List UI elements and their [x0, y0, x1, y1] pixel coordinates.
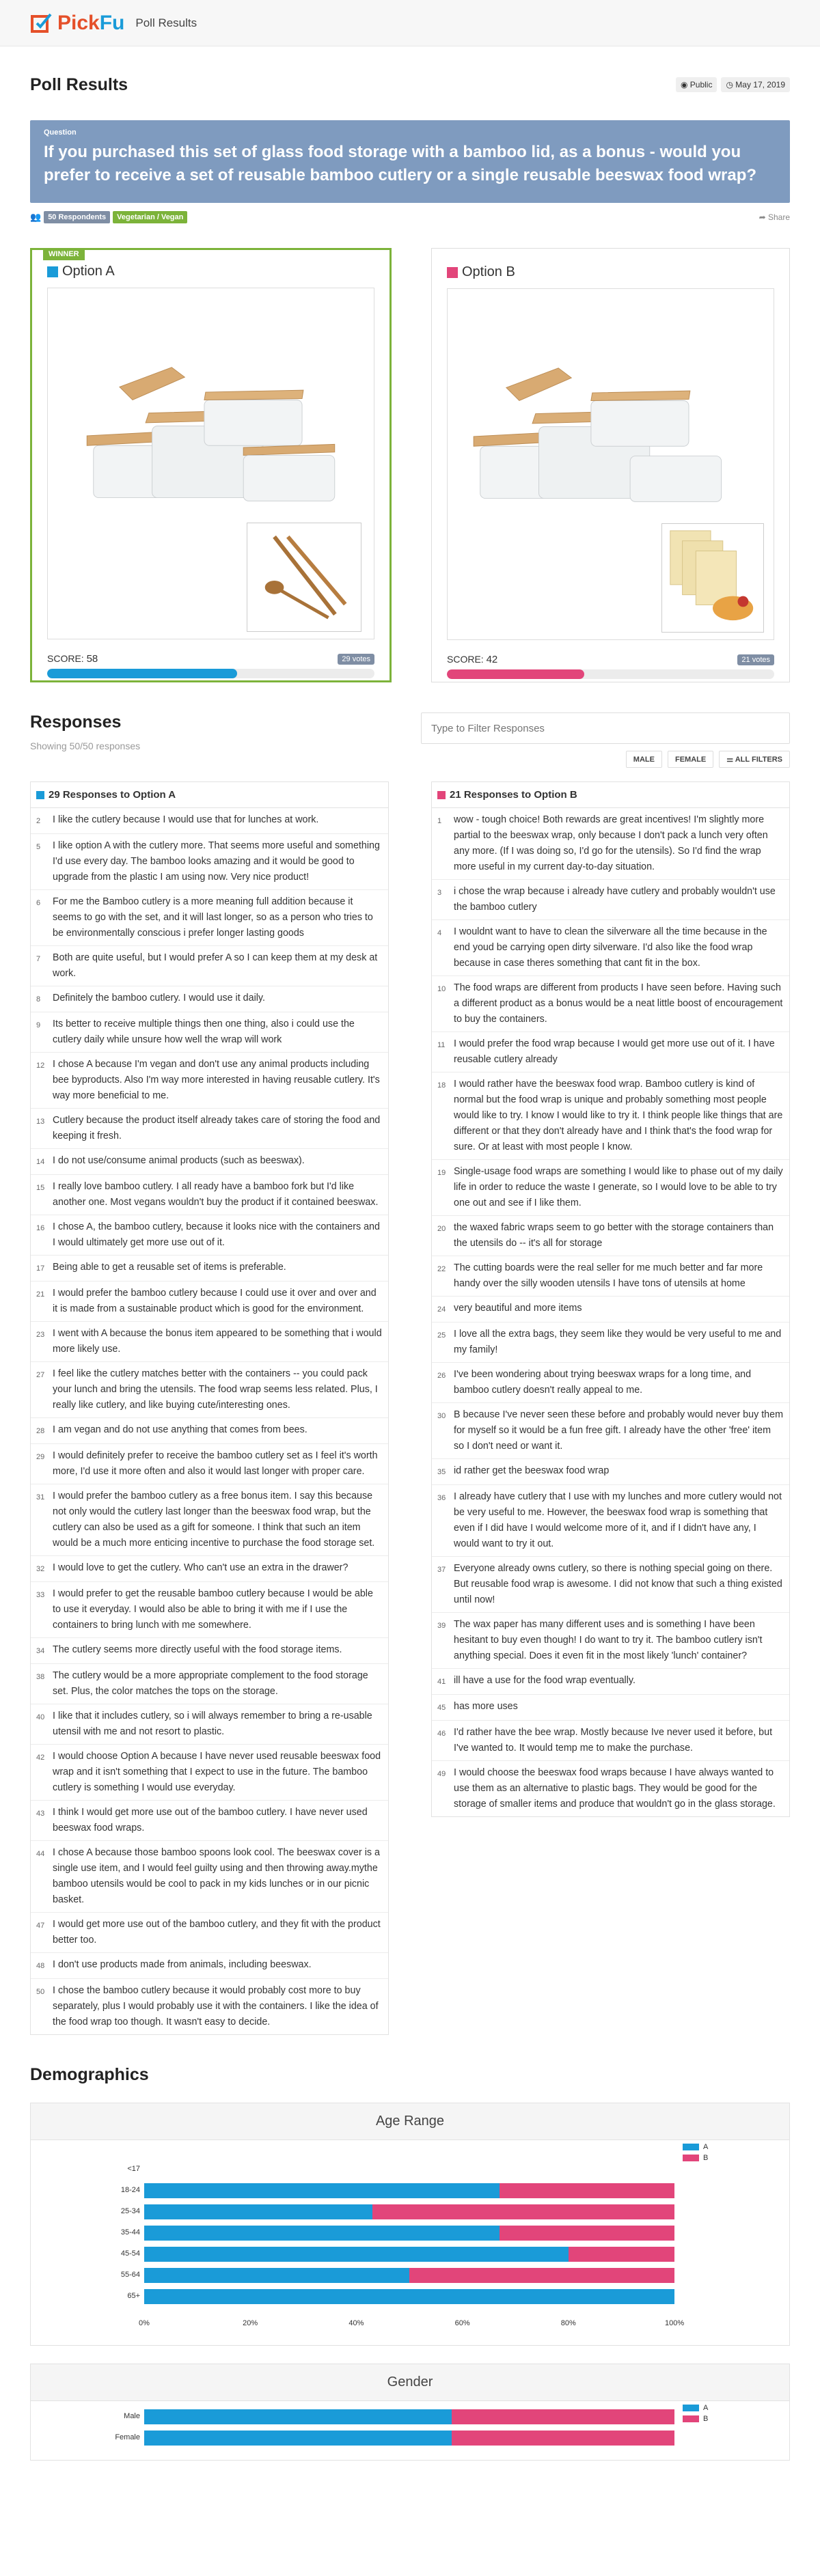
response-row	[432, 1721, 789, 1761]
response-number: 44	[36, 1850, 45, 1859]
response-text: I would prefer the bamboo cutlery because I could use it over and over and it is made from a sustainable product which is good for the environment.	[53, 1288, 377, 1315]
response-number: 40	[36, 1713, 45, 1722]
response-number: 2	[36, 817, 41, 826]
nav-title: Poll Results	[135, 16, 197, 29]
response-row	[31, 986, 388, 1012]
response-row	[31, 1556, 388, 1582]
legend-item	[683, 2143, 708, 2151]
segment-tag[interactable]: Vegetarian / Vegan	[113, 211, 187, 223]
beeswax-wrap-inset	[661, 523, 764, 633]
option-b-score-fill	[447, 669, 584, 679]
response-number: 41	[437, 1678, 446, 1687]
response-row	[31, 1418, 388, 1444]
age-chart-title: Age Range	[31, 2103, 789, 2140]
responses-count: Showing 50/50 responses	[30, 740, 141, 752]
response-row	[31, 1841, 388, 1913]
respondents-tag: 50 Respondents	[44, 211, 110, 223]
response-number: 12	[36, 1062, 45, 1070]
response-text: I would rather have the beeswax food wrap. Bamboo cutlery is kind of normal but the food wrap is unique and probably something most people would like to try. I know I would like to try it. I think people like things that are different or that they don't already have and I think that's the food wrap for sure. Or at least with most people I know.	[454, 1079, 783, 1153]
response-text: The cutlery seems more directly useful with the food storage items.	[53, 1644, 342, 1656]
response-text: wow - tough choice! Both rewards are great incentives! I'm slightly more partial to the beeswax wrap, only because I don't pack a lunch very often any more. (If I was doing so, I'd go for the utensils). So I'd find the wrap more useful in my current day-to-day situation.	[454, 814, 768, 873]
response-text: Being able to get a reusable set of items is preferable.	[53, 1262, 286, 1273]
response-text: Its better to receive multiple things then one thing, also i could use the cutlery daily while unsure how well the wrap will work	[53, 1019, 355, 1046]
response-row	[432, 1072, 789, 1160]
eye-icon: ◉	[680, 80, 688, 89]
response-row	[31, 808, 388, 834]
response-row	[31, 1149, 388, 1175]
response-row	[31, 1109, 388, 1149]
x-tick-label: 0%	[139, 2319, 150, 2328]
response-row	[432, 1695, 789, 1721]
response-number: 13	[36, 1118, 45, 1126]
x-tick-label: 100%	[665, 2319, 685, 2328]
response-text: I like option A with the cutlery more. That seems more useful and something I'd use every day. The bamboo looks amazing and it would be good to upgrade from the plastic I am using now. Very nice product!	[53, 840, 380, 883]
option-a-image[interactable]	[47, 288, 374, 639]
bar-segment	[569, 2247, 674, 2262]
response-text: B because I've never seen these before and probably would never buy them for myself so it would be a fun free gift. I already have the other 'free' item so I don't need or want it.	[454, 1409, 783, 1452]
response-text: I like that it includes cutlery, so i will always remember to bring a re-usable utensil with me and not resort to plastic.	[53, 1711, 372, 1738]
response-row	[31, 1801, 388, 1841]
response-number: 31	[36, 1493, 45, 1502]
response-number: 43	[36, 1810, 45, 1818]
response-text: I wouldnt want to have to clean the silverware all the time because in the end youd be carrying open dirty silverware. I'd also like the food wrap because in case theres something that cant fit in the box.	[454, 926, 767, 969]
response-row	[31, 1704, 388, 1745]
response-number: 32	[36, 1565, 45, 1574]
response-number: 9	[36, 1021, 41, 1030]
response-text: I love all the extra bags, they seem like they would be very useful to me and my family!	[454, 1329, 782, 1356]
share-link[interactable]: ➦ Share	[758, 212, 790, 223]
response-text: I would prefer the food wrap because I would get more use out of it. I have reusable cutlery already	[454, 1038, 775, 1066]
response-row	[432, 1669, 789, 1695]
option-a-title: Option A	[62, 264, 115, 279]
option-a-score: SCORE: 58	[47, 653, 98, 665]
male-filter-button[interactable]: MALE	[626, 751, 662, 768]
response-text: I really love bamboo cutlery. I all ready have a bamboo fork but I'd like another one. Most vegans wouldn't buy the product if it contained beeswax.	[53, 1181, 379, 1208]
response-number: 50	[36, 1988, 45, 1997]
response-row	[31, 1953, 388, 1979]
response-text: I would love to get the cutlery. Who can't use an extra in the drawer?	[53, 1562, 348, 1574]
bar-segment	[144, 2289, 674, 2304]
gender-chart-title: Gender	[31, 2364, 789, 2401]
response-row	[31, 1256, 388, 1282]
x-tick-label: 40%	[348, 2319, 364, 2328]
response-number: 42	[36, 1754, 45, 1762]
response-text: I chose A, the bamboo cutlery, because it looks nice with the containers and I would ultimately get more use out of it.	[53, 1221, 380, 1249]
response-number: 48	[36, 1962, 45, 1971]
response-text: Both are quite useful, but I would prefer A so I can keep them at my desk at work.	[53, 952, 378, 980]
response-number: 1	[437, 817, 442, 826]
response-text: I am vegan and do not use anything that comes from bees.	[53, 1424, 308, 1436]
legend-label: B	[703, 2154, 709, 2163]
question-label: Question	[44, 128, 77, 137]
response-text: I do not use/consume animal products (such as beeswax).	[53, 1155, 305, 1167]
response-text: I feel like the cutlery matches better with the containers -- you could pack your lunch and bring the utensils. The food wrap seems less related. Plus, I really like cutlery, and like buying cute/interesting ones.	[53, 1368, 378, 1411]
response-text: I like the cutlery because I would use that for lunches at work.	[53, 814, 319, 826]
response-number: 25	[437, 1331, 446, 1340]
response-text: I chose the bamboo cutlery because it would probably cost more to buy separately, plus I would probably use it with the containers. I like the idea of the food wrap too though. It wasn't easy to decide.	[53, 1985, 379, 2028]
response-row	[432, 1363, 789, 1403]
bar-segment	[144, 2430, 452, 2446]
response-row	[432, 1403, 789, 1459]
response-number: 22	[437, 1265, 446, 1274]
response-text: I would choose the beeswax food wraps because I have always wanted to use them as an alternative to plastic bags. They would be good for the storage of smaller items and produce that wouldn't go in the glass storage.	[454, 1767, 776, 1810]
response-text: I don't use products made from animals, including beeswax.	[53, 1959, 312, 1971]
response-row	[31, 834, 388, 890]
response-number: 35	[437, 1468, 446, 1477]
legend-swatch	[683, 2155, 699, 2161]
response-number: 36	[437, 1494, 446, 1503]
response-row	[31, 1282, 388, 1322]
response-row	[31, 1913, 388, 1953]
response-number: 46	[437, 1730, 446, 1739]
response-text: I would prefer to get the reusable bamboo cutlery because I would be able to use it everyday. I would also be able to bring it with me if I use the containers to bring lunch with me somewhere.	[53, 1588, 373, 1631]
response-number: 39	[437, 1622, 446, 1631]
response-text: I've been wondering about trying beeswax wraps for a long time, and bamboo cutlery doesn't really appeal to me.	[454, 1369, 752, 1396]
response-number: 29	[36, 1453, 45, 1462]
option-b-votes: 21 votes	[737, 654, 774, 665]
response-number: 45	[437, 1704, 446, 1713]
response-number: 7	[36, 955, 41, 964]
clock-icon: ◷	[726, 80, 733, 89]
response-number: 30	[437, 1412, 446, 1421]
legend-item	[683, 2154, 708, 2162]
response-text: I would prefer the bamboo cutlery as a free bonus item. I say this because not only would the cutlery last longer than the beeswax food wrap, but the cutlery can also be used as a gift for someone. I think that such an item would be a much more enticing incentive to purchase the food storage set.	[53, 1491, 375, 1549]
category-label: 18-24	[120, 2186, 140, 2195]
bar-segment	[144, 2226, 500, 2241]
response-row	[31, 1012, 388, 1053]
option-a-color-icon	[47, 266, 58, 277]
responses-title: Responses	[30, 712, 122, 732]
response-number: 15	[36, 1184, 45, 1193]
filter-responses-input[interactable]	[421, 712, 790, 744]
response-number: 21	[36, 1290, 45, 1299]
category-label: 25-34	[120, 2207, 140, 2216]
response-row	[31, 946, 388, 986]
option-b-title: Option B	[462, 264, 515, 280]
category-label: 65+	[127, 2292, 140, 2301]
response-row	[432, 1032, 789, 1072]
response-number: 19	[437, 1169, 446, 1178]
response-number: 47	[36, 1922, 45, 1930]
legend-item	[683, 2404, 708, 2412]
response-number: 10	[437, 985, 446, 994]
response-row	[432, 976, 789, 1032]
response-row	[31, 1638, 388, 1664]
category-label: 55-64	[120, 2271, 140, 2280]
response-text: ill have a use for the food wrap eventually.	[454, 1675, 636, 1687]
response-row	[31, 1484, 388, 1556]
response-text: very beautiful and more items	[454, 1303, 582, 1314]
response-text: The cutlery would be a more appropriate complement to the food storage set. Plus, the color matches the tops on the storage.	[53, 1670, 368, 1698]
response-text: The food wraps are different from products I have seen before. Having such a different product as a bonus would be a neat little boost of encouragement to buy the containers.	[454, 982, 783, 1025]
response-text: I would definitely prefer to receive the bamboo cutlery set as I feel it's worth more, I'd use it more often and also it would last longer with proper care.	[53, 1450, 378, 1478]
option-a-responses-header: 29 Responses to Option A	[49, 789, 176, 801]
response-number: 3	[437, 889, 442, 898]
top-header	[0, 0, 820, 46]
response-number: 16	[36, 1224, 45, 1233]
bamboo-cutlery-inset	[247, 523, 361, 632]
gender-chart-card	[30, 2364, 790, 2461]
response-number: 11	[437, 1041, 446, 1050]
bar-segment	[500, 2183, 674, 2198]
legend-label: A	[703, 2404, 709, 2413]
legend-swatch	[683, 2144, 699, 2150]
response-number: 49	[437, 1770, 446, 1779]
question-text: If you purchased this set of glass food storage with a bamboo lid, as a bonus - would you prefer to receive a set of reusable bamboo cutlery or a single reusable beeswax food wrap?	[44, 143, 757, 184]
response-text: Definitely the bamboo cutlery. I would use it daily.	[53, 993, 265, 1004]
response-number: 34	[36, 1647, 45, 1656]
bar-segment	[144, 2204, 372, 2219]
response-number: 14	[36, 1158, 45, 1167]
date-badge: ◷ May 17, 2019	[721, 77, 790, 92]
x-tick-label: 20%	[243, 2319, 258, 2328]
response-number: 18	[437, 1081, 446, 1090]
x-tick-label: 80%	[560, 2319, 576, 2328]
share-icon: ➦	[758, 212, 766, 223]
response-number: 5	[36, 843, 41, 852]
option-b-color-icon	[447, 267, 458, 278]
option-a-score-fill	[47, 669, 237, 678]
response-number: 28	[36, 1427, 45, 1436]
bar-segment	[372, 2204, 674, 2219]
response-row	[432, 1322, 789, 1363]
response-text: I would choose Option A because I have never used reusable beeswax food wrap and it isn't something that I expect to use in the future. The bamboo cutlery is something I would use everyday.	[53, 1751, 381, 1794]
response-text: Cutlery because the product itself already takes care of storing the food and keeping it fresh.	[53, 1115, 381, 1142]
response-row	[432, 880, 789, 920]
response-text: I went with A because the bonus item appeared to be something that i would more likely use.	[53, 1328, 382, 1355]
category-label: 35-44	[120, 2228, 140, 2237]
female-filter-button[interactable]: FEMALE	[668, 751, 713, 768]
response-row	[31, 1582, 388, 1638]
response-row	[31, 1362, 388, 1418]
option-b-color-icon	[437, 791, 446, 799]
response-number: 6	[36, 899, 41, 908]
legend-label: A	[703, 2143, 709, 2152]
option-a-score-bar	[47, 669, 374, 678]
response-row	[432, 1256, 789, 1297]
legend-label: B	[703, 2415, 709, 2424]
response-text: I'd rather have the bee wrap. Mostly because Ive never used it before, but I've wanted to. It would temp me to make the purchase.	[454, 1727, 773, 1754]
response-text: I already have cutlery that I use with my lunches and more cutlery would not be very useful to me. However, the beeswax food wrap is something that even if I did have I would welcome more of it, and if I didn't have any, I would want to try it out.	[454, 1491, 782, 1550]
option-b-responses	[431, 781, 790, 1817]
response-row	[432, 1216, 789, 1256]
visibility-badge: ◉ Public	[676, 77, 718, 92]
response-row	[31, 1322, 388, 1362]
option-b-score: SCORE: 42	[447, 654, 498, 666]
response-text: I would get more use out of the bamboo cutlery, and they fit with the product better too.	[53, 1919, 381, 1946]
category-label: <17	[127, 2165, 140, 2174]
bar-segment	[144, 2409, 452, 2424]
response-row	[31, 1215, 388, 1256]
bar-segment	[409, 2268, 674, 2283]
people-icon: 👥	[30, 212, 42, 223]
demographics-title: Demographics	[30, 2065, 149, 2085]
response-text: Single-usage food wraps are something I would like to phase out of my daily life in order to reduce the waste I generate, so I would love to be able to try one out and see if I like them.	[454, 1166, 783, 1209]
age-range-chart	[31, 2140, 789, 2345]
option-a-votes: 29 votes	[338, 654, 374, 665]
category-label: 45-54	[120, 2249, 140, 2258]
response-number: 4	[437, 929, 442, 938]
response-row	[432, 1761, 789, 1816]
response-row	[31, 1745, 388, 1801]
legend-item	[683, 2415, 708, 2423]
bar-segment	[144, 2247, 569, 2262]
response-number: 23	[36, 1331, 45, 1340]
response-row	[31, 1444, 388, 1484]
response-row	[31, 1175, 388, 1215]
page-title: Poll Results	[30, 74, 128, 94]
response-row	[31, 890, 388, 946]
response-row	[432, 1297, 789, 1322]
response-row	[432, 1160, 789, 1216]
legend-swatch	[683, 2405, 699, 2411]
bar-segment	[452, 2430, 674, 2446]
response-number: 37	[437, 1566, 446, 1575]
option-b-responses-header: 21 Responses to Option B	[450, 789, 577, 801]
response-number: 27	[36, 1371, 45, 1380]
response-row	[432, 1485, 789, 1557]
response-number: 17	[36, 1264, 45, 1273]
response-text: the waxed fabric wraps seem to go better with the storage containers than the utensils do -- it's all for storage	[454, 1222, 774, 1249]
response-number: 38	[36, 1673, 45, 1682]
response-text: has more uses	[454, 1701, 518, 1713]
response-text: For me the Bamboo cutlery is a more meaning full addition because it seems to go with the set, and it will last longer, so as a person who tries to be environmentally conscious i prefer longer lasting goods	[53, 896, 373, 939]
response-row	[432, 1613, 789, 1669]
all-filters-button[interactable]: ⚌ ALL FILTERS	[719, 751, 790, 768]
response-text: Everyone already owns cutlery, so there is nothing special going on there. But reusable food wrap is awesome. I did not know that such a thing existed until now!	[454, 1563, 782, 1606]
legend-swatch	[683, 2415, 699, 2422]
response-row	[432, 1459, 789, 1485]
age-range-chart-card	[30, 2103, 790, 2346]
category-label: Male	[124, 2412, 140, 2421]
bar-segment	[144, 2183, 500, 2198]
response-row	[432, 920, 789, 976]
response-row	[31, 1979, 388, 2034]
option-b-card	[431, 248, 790, 682]
option-a-card	[30, 248, 392, 682]
response-row	[432, 808, 789, 880]
bar-segment	[144, 2268, 409, 2283]
winner-badge: WINNER	[43, 248, 85, 260]
response-number: 8	[36, 995, 41, 1004]
bar-segment	[452, 2409, 674, 2424]
response-text: I chose A because those bamboo spoons look cool. The beeswax cover is a single use item, and I would feel guilty using and then throwing away.mythe bamboo utensils would be cool to pack in my kids lunches or in our picnic basket.	[53, 1847, 380, 1906]
logo-text: PickFu	[57, 11, 125, 34]
response-row	[31, 1664, 388, 1704]
response-number: 26	[437, 1372, 446, 1381]
x-tick-label: 60%	[454, 2319, 470, 2328]
pickfu-logo[interactable]	[30, 12, 124, 35]
response-text: I think I would get more use out of the bamboo cutlery. I have never used beeswax food wraps.	[53, 1807, 368, 1834]
response-row	[432, 1557, 789, 1613]
response-text: The cutting boards were the real seller for me much better and far more handy over the silly wooden utensils I have tons of utensils at home	[454, 1262, 763, 1290]
question-box	[30, 120, 790, 203]
filter-icon: ⚌	[726, 756, 734, 764]
response-text: i chose the wrap because i already have cutlery and probably wouldn't use the bamboo cutlery	[454, 886, 776, 913]
response-number: 20	[437, 1225, 446, 1234]
bar-segment	[500, 2226, 674, 2241]
logo-icon	[30, 12, 53, 35]
response-number: 24	[437, 1305, 446, 1314]
option-a-color-icon	[36, 791, 44, 799]
gender-chart	[31, 2401, 789, 2460]
response-number: 33	[36, 1591, 45, 1600]
option-b-score-bar	[447, 669, 774, 679]
response-text: I chose A because I'm vegan and don't use any animal products including bee byproducts. Also I'm way more interested in having reusable cutlery. It's way more beneficial to me.	[53, 1059, 380, 1102]
response-text: The wax paper has many different uses and is something I have been hesitant to buy even though! I do want to try it. The bamboo cutlery isn't anything special. Does it even fit in the most likely 'lunch' container?	[454, 1619, 763, 1662]
response-text: id rather get the beeswax food wrap	[454, 1465, 610, 1477]
option-b-image[interactable]	[447, 288, 774, 640]
response-row	[31, 1053, 388, 1109]
category-label: Female	[115, 2433, 140, 2442]
option-a-responses	[30, 781, 389, 2035]
